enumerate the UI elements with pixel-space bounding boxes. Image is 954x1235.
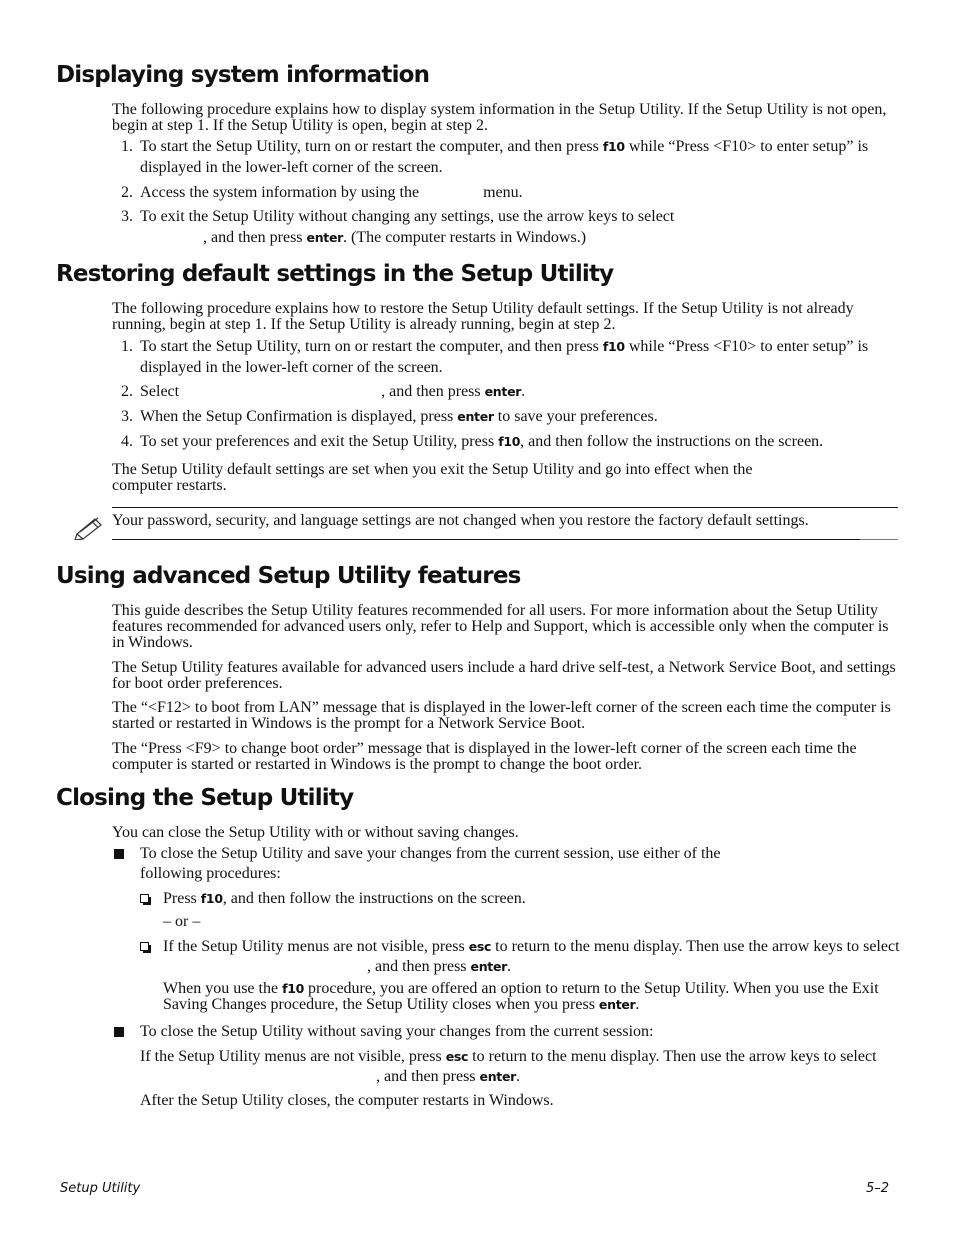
step-text: To start the Setup Utility, turn on or restart the computer, and then press [140,338,603,355]
sub-text: If the Setup Utility menus are not visible, press [163,938,469,955]
step-number: 3. [121,208,133,225]
footer-page-number: 5–2 [866,1181,890,1196]
step-text: Select [140,383,180,400]
step-text: To exit the Setup Utility without changing any settings, use the arrow keys to select [140,208,675,225]
note-text: When you use the [163,980,283,997]
sub-text: Press [163,890,201,907]
step-text: while “Press <F10> to enter setup” is displayed in the lower-left corner of the screen. [140,338,869,376]
section-heading-using-advanced-features: Using advanced Setup Utility features [56,563,521,589]
pencil-note-icon [74,514,104,540]
checkbox-bullet-icon [140,894,149,903]
note-text: . [635,996,640,1013]
step-number: 1. [121,138,133,155]
section2-step-4 [121,431,902,452]
para-text: to return to the menu display. Then use the arrow keys to select [468,1048,877,1065]
key-enter: enter [484,384,522,399]
section3-paragraph-3: The “<F12> to boot from LAN” message that is displayed in the lower-left corner of the screen each time the computer is started or restarted in Windows is the prompt for a Network Service Boot. [112,699,891,732]
step-text: while “Press <F10> to enter setup” is displayed in the lower-left corner of the screen. [140,138,869,176]
bullet-text: To close the Setup Utility without saving your changes from the current session: [140,1023,654,1040]
section1-step-2 [121,182,902,203]
key-f10: f10 [602,339,625,354]
step-text: , and then press [203,229,307,246]
section2-intro: The following procedure explains how to restore the Setup Utility default settings. If the Setup Utility is not already running, begin at step 1. If the Setup Utility is already running, begin at step 2. [112,300,854,333]
or-separator: – or – [163,913,201,930]
sub-item-menus-not-visible [140,937,902,977]
key-f10: f10 [498,434,521,449]
bullet-without-saving [112,1022,902,1042]
checkbox-bullet-icon [140,942,149,951]
step-text: menu. [483,184,523,201]
sub-item-press-f10 [140,889,902,909]
key-enter: enter [598,997,636,1012]
section-heading-closing-setup-utility: Closing the Setup Utility [56,785,354,811]
step-number: 1. [121,338,133,355]
step-number: 2. [121,383,133,400]
note-bottom-rule-end [860,539,898,540]
section3-paragraph-4: The “Press <F9> to change boot order” message that is displayed in the lower-left corner of the screen each time the computer is started or restarted in Windows is the prompt to change the boot order. [112,740,857,773]
para-text: , and then press [376,1068,480,1085]
section3-paragraph-1: This guide describes the Setup Utility features recommended for all users. For more information about the Setup Utility features recommended for advanced users only, refer to Help and Support, which is accessible only when the computer is in Windows. [112,602,889,651]
note-bottom-rule [112,539,860,540]
note-text: procedure, you are offered an option to return to the Setup Utility. When you use the Exit Saving Changes procedure, the Setup Utility closes when you press [163,980,879,1013]
step-number: 2. [121,184,133,201]
step-number: 3. [121,408,133,425]
section-heading-restoring-default-settings: Restoring default settings in the Setup Utility [56,261,614,287]
key-enter: enter [306,230,344,245]
section-heading-displaying-system-information: Displaying system information [56,62,430,88]
section2-step-3 [121,406,902,427]
step-text: , and then follow the instructions on the screen. [520,433,824,450]
section2-step-1 [121,336,902,378]
step-text: . [521,383,526,400]
section2-outro: The Setup Utility default settings are set when you exit the Setup Utility and go into effect when the computer restarts. [112,461,753,494]
sub-text: . [507,958,512,975]
step-text: to save your preferences. [493,408,658,425]
sub-text: , and then follow the instructions on the screen. [222,890,526,907]
note-text: Your password, security, and language settings are not changed when you restore the factory default settings. [112,512,809,529]
bullet2-paragraph [140,1047,902,1087]
step-text: To start the Setup Utility, turn on or restart the computer, and then press [140,138,603,155]
key-enter: enter [457,409,494,424]
footer-title: Setup Utility [60,1181,141,1196]
step-text: , and then press [381,383,485,400]
key-f10: f10 [602,139,625,154]
bullet-square-icon [114,849,124,859]
sub-text: , and then press [367,958,471,975]
sub-item-note [163,981,898,1013]
key-esc: esc [445,1049,469,1064]
bullet-square-icon [114,1027,124,1037]
section2-step-2 [121,381,902,402]
key-enter: enter [479,1069,517,1084]
note-top-rule [112,507,898,508]
section1-intro: The following procedure explains how to display system information in the Setup Utility. If the Setup Utility is not open, begin at step 1. If the Setup Utility is open, begin at step 2. [112,101,887,134]
bullet-text: To close the Setup Utility and save your changes from the current session, use either of the following procedures: [140,845,721,882]
section1-step-3 [121,206,902,248]
step-text: To set your preferences and exit the Setup Utility, press [140,433,499,450]
step-text: Access the system information by using the [140,184,420,201]
para-text: . [516,1068,521,1085]
step-text: . (The computer restarts in Windows.) [343,229,587,246]
section3-paragraph-2: The Setup Utility features available for advanced users include a hard drive self-test, a Network Service Boot, and settings for boot order preferences. [112,659,896,692]
step-number: 4. [121,433,133,450]
section4-intro: You can close the Setup Utility with or without saving changes. [112,824,519,841]
key-f10: f10 [282,981,305,996]
step-text: When the Setup Confirmation is displayed, press [140,408,458,425]
closing-paragraph: After the Setup Utility closes, the computer restarts in Windows. [140,1092,554,1109]
section1-step-1 [121,136,902,178]
bullet-save-changes [112,844,772,884]
para-text: If the Setup Utility menus are not visible, press [140,1048,446,1065]
key-f10: f10 [200,891,223,906]
key-esc: esc [468,939,492,954]
sub-text: to return to the menu display. Then use the arrow keys to select [491,938,900,955]
key-enter: enter [470,959,508,974]
